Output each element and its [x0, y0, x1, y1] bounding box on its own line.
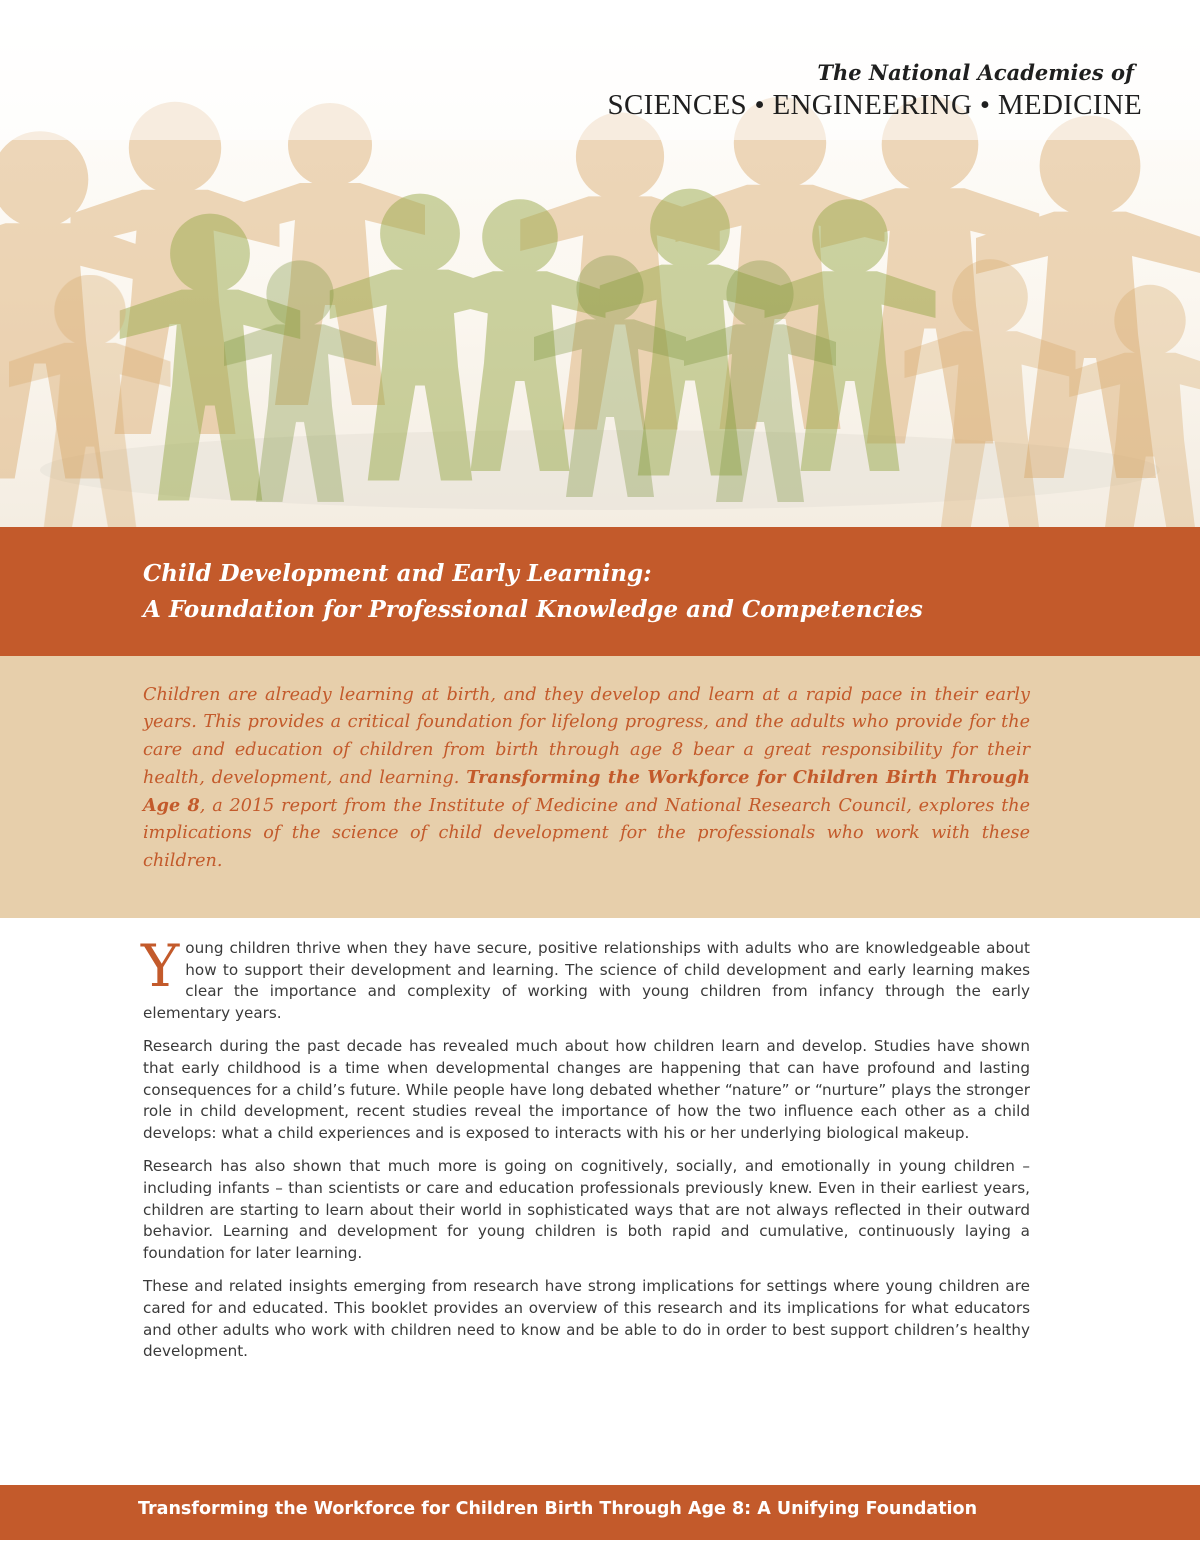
body-paragraph-3: Research has also shown that much more is going on cognitively, socially, and emotionally in young children – including infants – than scientists or care and education professionals previously knew. Even in their earliest years, children are starting to learn about their world in sophisticated ways that are not always reflected in their outward behavior. Learning and development for young children is both rapid and cumulative, continuously laying a foundation for later learning.: [143, 1157, 1030, 1262]
title-banner: [0, 527, 1200, 656]
drop-cap: Y: [141, 932, 180, 1000]
title-line-1: Child Development and Early Learning:: [143, 560, 652, 587]
intro-paragraph: [143, 682, 1030, 875]
body-paragraph-2: Research during the past decade has revealed much about how children learn and develop. Studies have shown that early childhood is a time when developmental changes are happening that can have profound and lasting consequences for a child’s future. While people have long debated whether “nature” or “nurture” plays the stronger role in child development, recent studies reveal the importance of how the two influence each other as a child develops: what a child experiences and is exposed to interacts with his or her underlying biological makeup.: [143, 1037, 1030, 1142]
org-name-line1: The National Academies of: [817, 60, 1134, 85]
body-text: [141, 932, 1030, 1375]
body-paragraph-1-text: oung children thrive when they have secure, positive relationships with adults who are knowledgeable about how to support their development and learning. The science of child development and early learning makes clear the importance and complexity of working with young children from infancy through the early elementary years.: [143, 939, 1030, 1022]
body-paragraph-4: These and related insights emerging from research have strong implications for settings where young children are cared for and educated. This booklet provides an overview of this research and its implications for what educators and other adults who work with children need to know and be able to do in order to best support children’s healthy development.: [143, 1277, 1030, 1361]
intro-banner: [0, 656, 1200, 918]
body-paragraph-1: [141, 932, 1030, 1024]
intro-text-part2: , a 2015 report from the Institute of Medicine and National Research Council, explores the implications of the science of child development for the professionals who work with these children.: [143, 796, 1031, 871]
title-line-2: A Foundation for Professional Knowledge and Competencies: [143, 596, 923, 623]
org-name-line2: SCIENCES • ENGINEERING • MEDICINE: [607, 89, 1142, 121]
footer-text: Transforming the Workforce for Children Birth Through Age 8: A Unifying Foundation: [138, 1499, 978, 1519]
report-title-highlight: Transforming the Workforce for Children Birth Through Age 8: [143, 766, 1030, 817]
organization-logo: [608, 60, 1142, 122]
intro-text-part1: Children are already learning at birth, and they develop and learn at a rapid pace in their early years. This provides a critical foundation for lifelong progress, and the adults who provide for the care and education of children from birth through age 8 bear a great responsibility for their health, development, and learning.: [143, 685, 1030, 788]
footer-banner: [0, 1485, 1200, 1540]
